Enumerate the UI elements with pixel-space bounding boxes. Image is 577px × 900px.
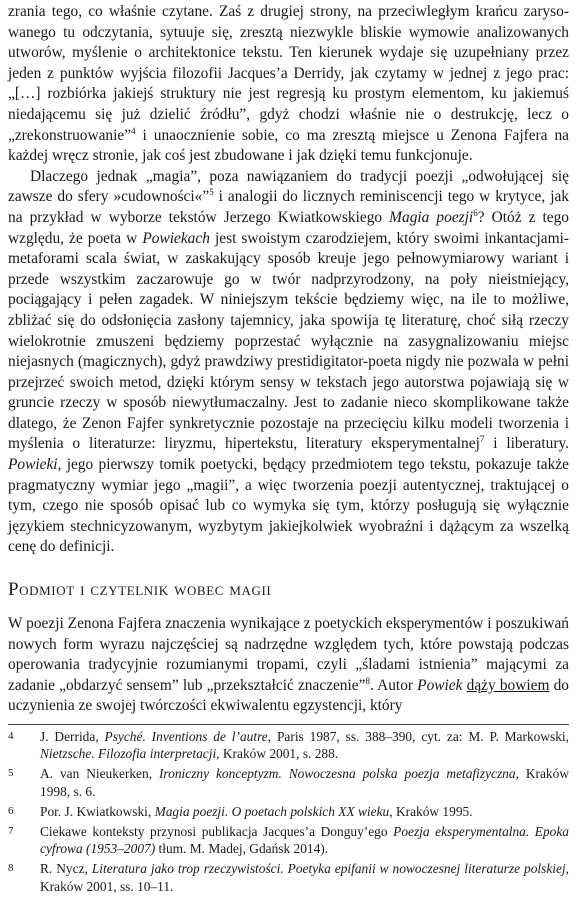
- body-text: [8, 2, 569, 717]
- paragraph-1: zrania tego, co właśnie czytane. Zaś z drugiej strony, na przeciwległym krańcu zarysowanego tu odczytania, sytuuje się, zresztą niezwykle bliskie wymowie analizowanych utworów, myślenie o architektonice tekstu. Ten kierunek wydaje się uzupełniany przez jeden z punktów wyjścia filozofii Jacques’a Derridy, jak czytamy w jednej z jego prac: „[…] rozbiórka jakiejś struktury nie jest regresją ku prostym elementom, ku jakiemuś niedającemu się już dzielić źródłu”, gdyż chodzi właśnie nie o destrukcję, lecz o „zrekonstruowanie”$^4$ i unaocznienie sobie, co ma zresztą miejsce u Zenona Fajfera na każdej wręcz stronie, jak coś jest zbudowane i jak dzięki temu funkcjonuje.: [8, 3, 569, 165]
- footnote-text: A. van Nieukerken, Ironiczny konceptyzm. Nowoczesna polska poezja metafizyczna, Kraków 1998, s. 6.: [40, 766, 569, 799]
- footnote-7: [8, 823, 569, 857]
- footnote-6: [8, 803, 569, 820]
- footnote-number: 5: [8, 767, 14, 780]
- footnotes: [8, 724, 569, 895]
- paragraph-2: Dlaczego jednak „magia”, poza nawiązaniem do tradycji poezji „odwołującej się zawsze do sfery »cudowności«”$^5$ i analogii do licznych reminiscencji tego w krytyce, jak na przykład w wyborze tekstów Jerzego Kwiatkowskiego Magia poezji$^6$? Otóż z tego względu, że poeta w Powiekach jest swoistym czarodziejem, który swoimi inkantacjami-metaforami scala świat, w zaskakujący sposób kreuje jego pełnowymiarowy wariant i przede wszystkim zaczarowuje go w twór nadprzyrodzony, na poły nieistniejący, pociągający i pełen zagadek. W niniejszym tekście będziemy więc, na ile to możliwe, zbliżać się do odsłonięcia zasłony tajemnicy, jaka spowija tę literaturę, choć siłą rzeczy wielokrotnie zmuszeni będziemy poprzestać wyłącznie na zasygnalizowaniu miejsc niejasnych (magicznych), gdyż prawdziwy prestidigitator-poeta nigdy nie pozwala w pełni przejrzeć swoich metod, dzięki którym sensy w tekstach jego autorstwa pojawiają się w gruncie rzeczy w sposób niewytłumaczalny. Jest to zadanie nieco skomplikowane także dlatego, że Zenon Fajfer synkretycznie pozostaje na przecięciu kilku modeli tworzenia i myślenia o literaturze: liryzmu, hipertekstu, literatury eksperymentalnej$^7$ i liberatury. Powieki, jego pierwszy tomik poetycki, będący przedmiotem tego tekstu, pokazuje także pragmatyczny wymiar jego „magii”, a więc tworzenia poezji autentycznej, traktującej o tym, czego nie sposób opisać lub co wymyka się tym, którzy posługują się wyłącznie językiem stechnicyzowanym, wyzbytym jakiejkolwiek wyobraźni i dążącym za wszelką cenę do definicji.: [8, 167, 570, 556]
- footnote-number: 7: [8, 825, 14, 838]
- footnote-5: [8, 765, 569, 799]
- footnote-text: R. Nycz, Literatura jako trop rzeczywistości. Poetyka epifanii w nowoczesnej literaturze polskiej, Kraków 2001, ss. 10–11.: [40, 861, 570, 894]
- footnote-text: Ciekawe konteksty przynosi publikacja Jacques’a Donguy’ego Poezja eksperymentalna. Epoka cyfrowa (1953–2007) tłum. M. Madej, Gdańsk 2014).: [40, 824, 569, 857]
- footnote-8: [8, 860, 569, 894]
- section-heading: Podmiot i czytelnik wobec magii: [8, 579, 272, 601]
- footnote-number: 8: [8, 862, 14, 875]
- paragraph-3: W poezji Zenona Fajfera znaczenia wynikające z poetyckich eksperymentów i poszukiwań nowych form wyrazu najczęściej są nadrzędne względem tych, które powstają podczas operowania tradycyjnie rozumianymi tropami, czyli „śladami istnienia” mającymi za zadanie „obdarzyć sensem” lub „przekształcić znaczenie”$^8$. Autor Powiek dąży bowiem do uczynienia ze swojej twórczości ekwiwalentu egzystencji, który: [8, 615, 569, 715]
- footnote-number: 6: [8, 804, 14, 817]
- footnote-text: Por. J. Kwiatkowski, Magia poezji. O poetach polskich XX wieku, Kraków 1995.: [40, 803, 473, 819]
- footnote-4: [8, 728, 569, 762]
- footnote-number: 4: [8, 730, 14, 742]
- footnote-text: J. Derrida, Psyché. Inventions de l’autre, Paris 1987, ss. 388–390, cyt. za: M. P. Markowski, Nietzsche. Filozofia interpretacji, Kraków 2001, s. 288.: [40, 729, 569, 762]
